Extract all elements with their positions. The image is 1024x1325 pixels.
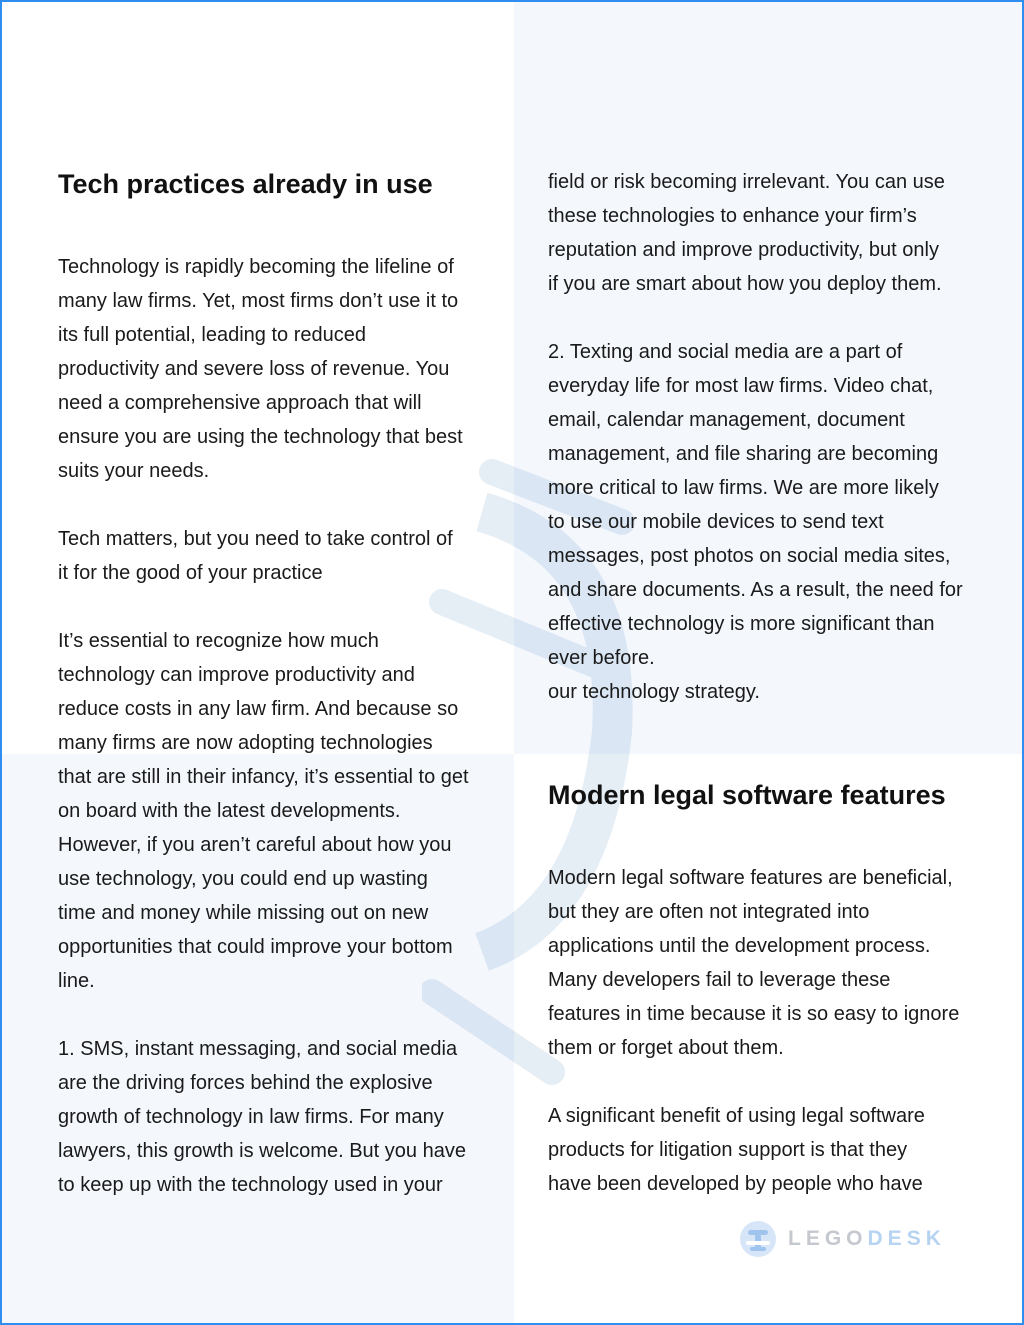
paragraph <box>58 624 498 998</box>
text-line: ever before. <box>548 647 655 669</box>
text-line: its full potential, leading to reduced <box>58 324 366 346</box>
text-line: our technology strategy. <box>548 681 760 703</box>
right-column-body-bottom <box>548 861 988 1201</box>
logo-wordmark <box>788 1227 946 1251</box>
logo-text-lego: LEGO <box>788 1227 868 1250</box>
legodesk-logo <box>738 1218 946 1260</box>
text-line: reputation and improve productivity, but only <box>548 239 939 261</box>
text-line: but they are often not integrated into <box>548 901 870 923</box>
text-line: to use our mobile devices to send text <box>548 511 884 533</box>
text-line: 2. Texting and social media are a part of <box>548 341 903 363</box>
text-line: A significant benefit of using legal software <box>548 1105 925 1127</box>
text-line: these technologies to enhance your firm’s <box>548 205 917 227</box>
text-line: it for the good of your practice <box>58 562 323 584</box>
text-line: and share documents. As a result, the need for <box>548 579 963 601</box>
paragraph <box>548 861 988 1065</box>
text-line: Modern legal software features are beneficial, <box>548 867 953 889</box>
text-line: if you are smart about how you deploy them. <box>548 273 942 295</box>
text-line: many law firms. Yet, most firms don’t use it to <box>58 290 459 312</box>
paragraph <box>58 250 498 488</box>
text-line: everyday life for most law firms. Video chat, <box>548 375 934 397</box>
text-line: more critical to law firms. We are more likely <box>548 477 939 499</box>
text-line: 1. SMS, instant messaging, and social media <box>58 1038 458 1060</box>
text-line: field or risk becoming irrelevant. You can use <box>548 171 945 193</box>
text-line: Technology is rapidly becoming the lifeline of <box>58 256 454 278</box>
paragraph <box>548 1099 988 1201</box>
paragraph <box>548 335 988 709</box>
text-line: suits your needs. <box>58 460 210 482</box>
text-line: It’s essential to recognize how much <box>58 630 379 652</box>
text-line: need a comprehensive approach that will <box>58 392 422 414</box>
text-line: are the driving forces behind the explosive <box>58 1072 433 1094</box>
text-line: reduce costs in any law firm. And because so <box>58 698 459 720</box>
text-line: management, and file sharing are becoming <box>548 443 939 465</box>
text-line: email, calendar management, document <box>548 409 905 431</box>
right-column-body-top <box>548 165 988 709</box>
text-line: opportunities that could improve your bottom <box>58 936 453 958</box>
text-line: have been developed by people who have <box>548 1173 923 1195</box>
left-column-body <box>58 250 498 1202</box>
paragraph <box>58 1032 498 1202</box>
text-line: Many developers fail to leverage these <box>548 969 891 991</box>
text-line: on board with the latest developments. <box>58 800 401 822</box>
text-line: them or forget about them. <box>548 1037 784 1059</box>
text-line: applications until the development process. <box>548 935 931 957</box>
text-line: many firms are now adopting technologies <box>58 732 433 754</box>
text-line: products for litigation support is that they <box>548 1139 908 1161</box>
text-line: line. <box>58 970 95 992</box>
text-line: features in time because it is so easy to ignore <box>548 1003 960 1025</box>
paragraph <box>548 165 988 301</box>
text-line: messages, post photos on social media sites, <box>548 545 951 567</box>
text-line: time and money while missing out on new <box>58 902 429 924</box>
text-line: lawyers, this growth is welcome. But you have <box>58 1140 466 1162</box>
section-heading: Modern legal software features <box>548 780 946 810</box>
text-line: use technology, you could end up wasting <box>58 868 428 890</box>
text-line: growth of technology in law firms. For many <box>58 1106 444 1128</box>
logo-text-desk: DESK <box>867 1227 946 1250</box>
text-line: to keep up with the technology used in your <box>58 1174 443 1196</box>
text-line: that are still in their infancy, it’s essential to get <box>58 766 469 788</box>
text-line: effective technology is more significant than <box>548 613 935 635</box>
text-line: Tech matters, but you need to take control of <box>58 528 453 550</box>
legodesk-logo-icon <box>738 1219 778 1259</box>
text-line: technology can improve productivity and <box>58 664 415 686</box>
text-line: productivity and severe loss of revenue. You <box>58 358 450 380</box>
text-line: ensure you are using the technology that best <box>58 426 463 448</box>
text-line: However, if you aren’t careful about how you <box>58 834 452 856</box>
paragraph <box>58 522 498 590</box>
section-heading: Tech practices already in use <box>58 169 433 199</box>
